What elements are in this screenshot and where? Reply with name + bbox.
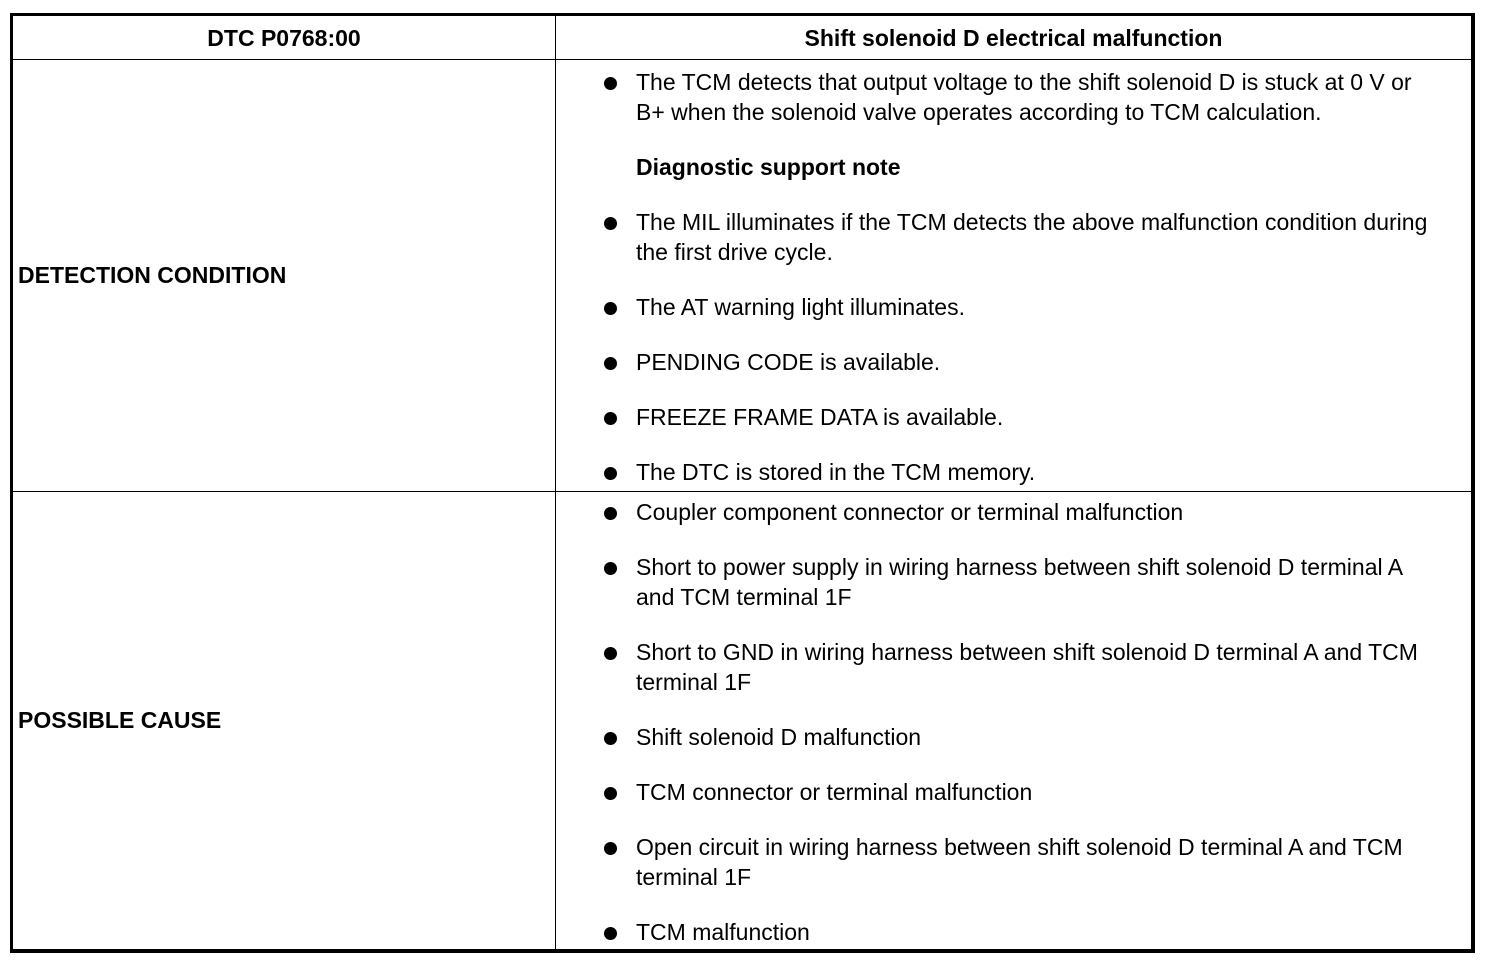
possible-cause-label: POSSIBLE CAUSE xyxy=(18,707,222,733)
note-text: The MIL illuminates if the TCM detects the above malfunction condition during the first drive cycle. xyxy=(636,209,1428,265)
bullet-icon xyxy=(604,927,617,940)
cause-text: TCM malfunction xyxy=(636,919,810,945)
list-item xyxy=(556,552,1471,612)
note-text: The AT warning light illuminates. xyxy=(636,294,965,320)
list-item xyxy=(556,722,1471,752)
list-item xyxy=(556,402,1471,432)
detection-condition-list xyxy=(556,67,1471,512)
dtc-table xyxy=(10,13,1475,953)
list-item xyxy=(556,497,1471,527)
bullet-icon xyxy=(604,302,617,315)
list-item xyxy=(556,292,1471,322)
detection-condition-row xyxy=(13,60,1471,492)
bullet-icon xyxy=(604,647,617,660)
cause-text: Shift solenoid D malfunction xyxy=(636,724,922,750)
cause-text: TCM connector or terminal malfunction xyxy=(636,779,1033,805)
bullet-icon xyxy=(604,562,617,575)
bullet-icon xyxy=(604,507,617,520)
note-text: FREEZE FRAME DATA is available. xyxy=(636,404,1004,430)
list-item xyxy=(556,347,1471,377)
bullet-icon xyxy=(604,77,617,90)
column-divider xyxy=(555,60,556,491)
list-item xyxy=(556,777,1471,807)
list-item xyxy=(556,457,1471,487)
list-item xyxy=(556,917,1471,947)
list-item xyxy=(556,67,1471,127)
note-text: PENDING CODE is available. xyxy=(636,349,941,375)
column-divider xyxy=(555,492,556,949)
bullet-icon xyxy=(604,787,617,800)
bullet-icon xyxy=(604,842,617,855)
bullet-icon xyxy=(604,467,617,480)
diagnostic-support-note-heading: Diagnostic support note xyxy=(636,154,901,180)
possible-cause-list xyxy=(556,497,1471,972)
bullet-icon xyxy=(604,357,617,370)
possible-cause-row xyxy=(13,492,1471,949)
cause-text: Open circuit in wiring harness between shift solenoid D terminal A and TCM terminal 1F xyxy=(636,834,1403,890)
cause-text: Short to power supply in wiring harness between shift solenoid D terminal A and TCM terminal 1F xyxy=(636,554,1402,610)
detection-condition-label: DETECTION CONDITION xyxy=(18,262,287,288)
cause-text: Coupler component connector or terminal malfunction xyxy=(636,499,1184,525)
bullet-icon xyxy=(604,732,617,745)
note-text: The DTC is stored in the TCM memory. xyxy=(636,459,1036,485)
header-column-divider xyxy=(555,16,556,60)
dtc-code-cell: DTC P0768:00 xyxy=(207,24,361,51)
cause-text: Short to GND in wiring harness between shift solenoid D terminal A and TCM terminal 1F xyxy=(636,639,1418,695)
bullet-icon xyxy=(604,412,617,425)
detection-intro-text: The TCM detects that output voltage to the shift solenoid D is stuck at 0 V or B+ when the solenoid valve operates according to TCM calculation. xyxy=(636,69,1412,125)
bullet-icon xyxy=(604,217,617,230)
list-item xyxy=(556,207,1471,267)
list-item xyxy=(556,637,1471,697)
dtc-description-cell: Shift solenoid D electrical malfunction xyxy=(804,24,1223,51)
list-item xyxy=(556,832,1471,892)
table-header-row xyxy=(13,16,1471,60)
